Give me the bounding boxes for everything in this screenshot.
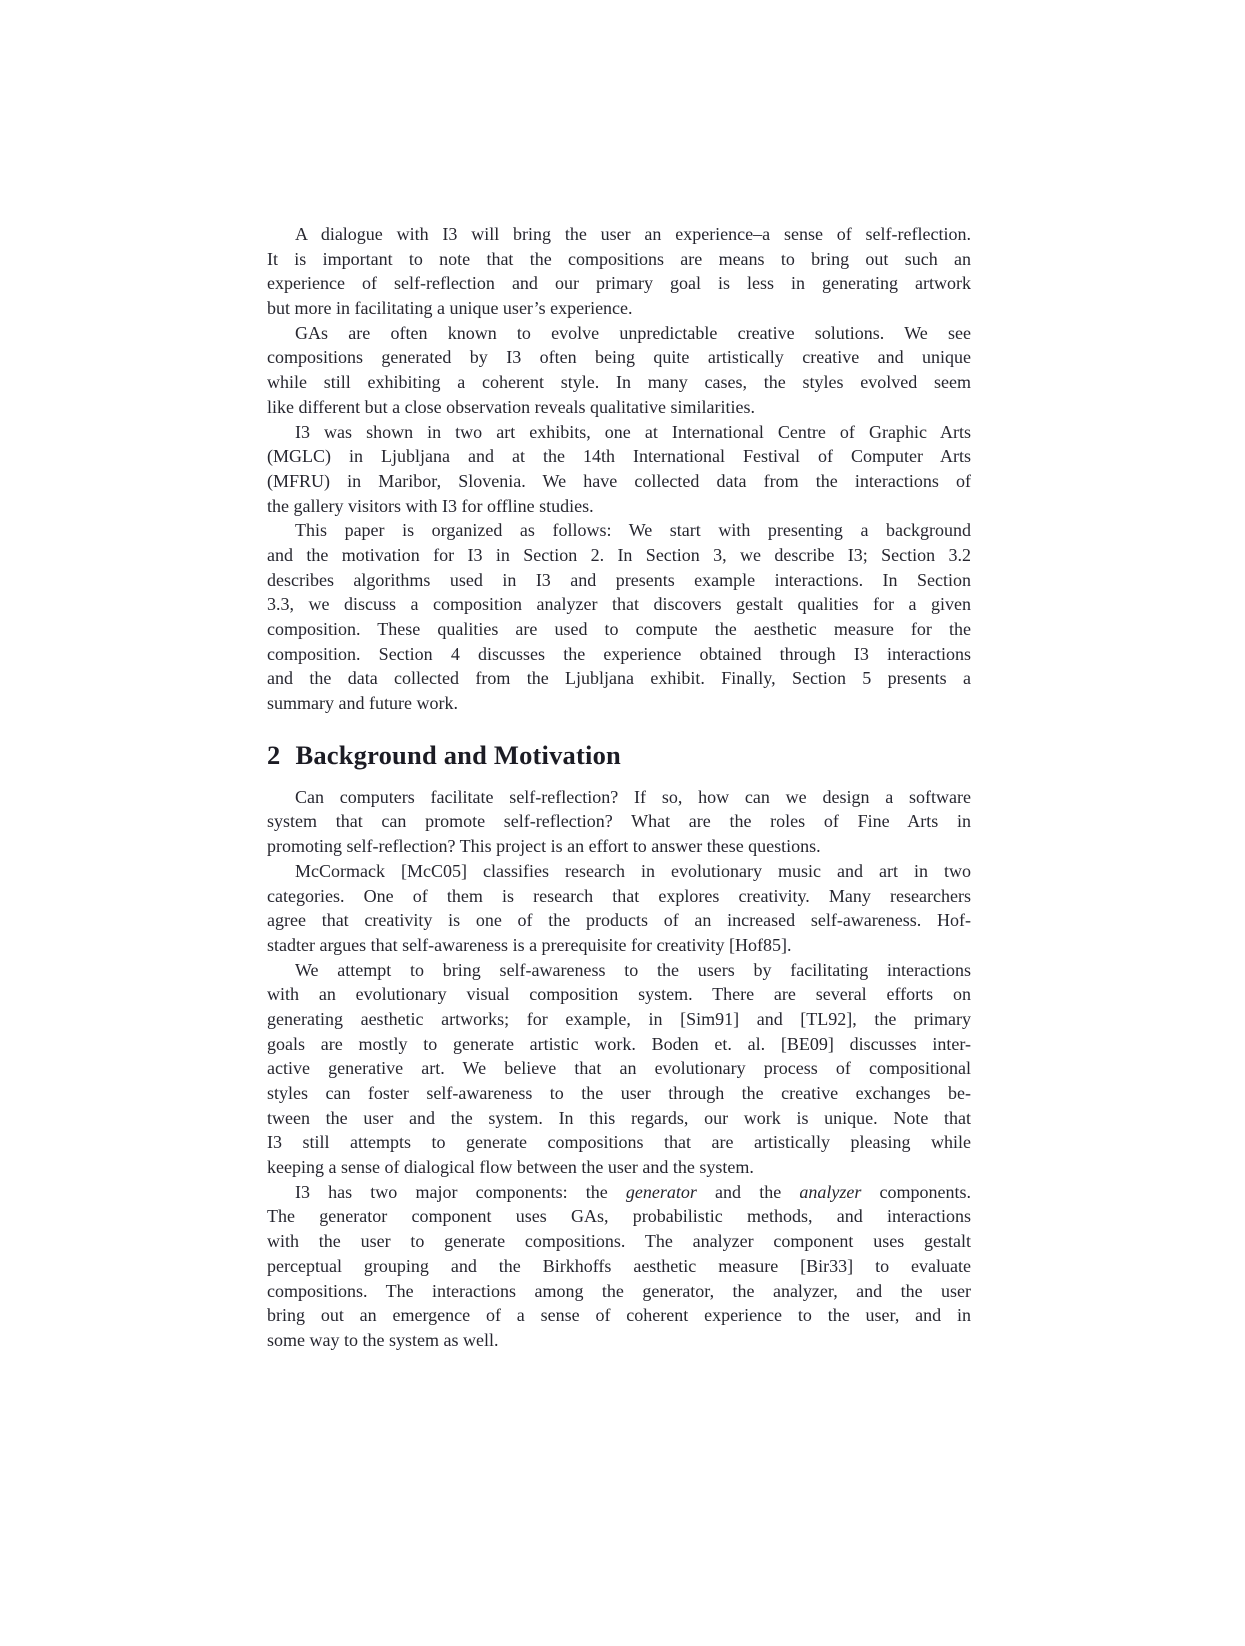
text-line: the gallery visitors with I3 for offline studies. [267,495,594,516]
text-line: like different but a close observation reveals qualitative similarities. [267,396,756,417]
text-column [267,222,971,1353]
text-line: tween the user and the system. In this regards, our work is unique. Note that [267,1107,971,1128]
text-line: goals are mostly to generate artistic work. Boden et. al. [BE09] discusses inter- [267,1033,971,1054]
text-line: keeping a sense of dialogical flow between the user and the system. [267,1157,754,1178]
text-line: perceptual grouping and the Birkhoffs aesthetic measure [Bir33] to evaluate [267,1255,971,1276]
text-line: bring out an emergence of a sense of coherent experience to the user, and in [267,1305,971,1326]
text-line: but more in facilitating a unique user’s experience. [267,298,633,319]
section-title: Background and Motivation [295,739,621,770]
text-line: composition. Section 4 discusses the experience obtained through I3 interactions [267,643,971,664]
text-line: I3 has two major components: the generator and the analyzer components. [295,1181,971,1202]
paragraph [267,321,971,420]
paragraph [267,518,971,716]
text-line: and the motivation for I3 in Section 2. In Section 3, we describe I3; Section 3.2 [267,544,971,565]
text-line: composition. These qualities are used to compute the aesthetic measure for the [267,619,971,639]
text-line: summary and future work. [267,693,458,714]
paragraph [267,420,971,519]
text-line: I3 still attempts to generate compositions that are artistically pleasing while [267,1132,971,1153]
section-paragraphs [267,785,971,1353]
paragraph [267,859,971,958]
text-line: generating aesthetic artworks; for example, in [Sim91] and [TL92], the primary [267,1008,971,1029]
text-line: I3 was shown in two art exhibits, one at International Centre of Graphic Arts [295,421,971,442]
text-line: This paper is organized as follows: We start with presenting a background [295,520,971,541]
text-line: It is important to note that the compositions are means to bring out such an [267,248,971,269]
text-line: compositions generated by I3 often being quite artistically creative and unique [267,347,971,368]
paragraph [267,1180,971,1353]
paragraph [267,958,971,1180]
text-line: describes algorithms used in I3 and presents example interactions. In Section [267,569,971,590]
section-number: 2 [267,739,281,770]
text-line: some way to the system as well. [267,1329,499,1350]
text-line: GAs are often known to evolve unpredictable creative solutions. We see [295,322,971,343]
text-line: with an evolutionary visual composition system. There are several efforts on [267,984,971,1005]
text-line: styles can foster self-awareness to the user through the creative exchanges be- [267,1083,971,1103]
text-line: categories. One of them is research that explores creativity. Many researchers [267,885,971,906]
text-line: compositions. The interactions among the generator, the analyzer, and the user [267,1280,971,1301]
text-line: active generative art. We believe that an evolutionary process of compositional [267,1058,971,1079]
text-line: system that can promote self-reflection? What are the roles of Fine Arts in [267,811,971,832]
intro-paragraphs [267,222,971,716]
text-line: McCormack [McC05] classifies research in evolutionary music and art in two [295,860,971,881]
text-line: and the data collected from the Ljubljana exhibit. Finally, Section 5 presents a [267,668,971,689]
text-line: promoting self-reflection? This project is an effort to answer these questions. [267,836,821,857]
text-line: We attempt to bring self-awareness to the users by facilitating interactions [295,959,971,980]
section-heading [267,740,971,771]
paragraph [267,222,971,321]
text-line: stadter argues that self-awareness is a prerequisite for creativity [Hof85]. [267,934,792,955]
text-line: while still exhibiting a coherent style. In many cases, the styles evolved seem [267,372,971,393]
text-line: agree that creativity is one of the products of an increased self-awareness. Hof- [267,910,971,931]
text-line: A dialogue with I3 will bring the user an experience–a sense of self-reflection. [295,224,971,244]
text-line: Can computers facilitate self-reflection? If so, how can we design a software [295,786,971,807]
paragraph [267,785,971,859]
text-line: (MGLC) in Ljubljana and at the 14th International Festival of Computer Arts [267,446,971,467]
text-line: experience of self-reflection and our primary goal is less in generating artwork [267,273,971,294]
text-line: 3.3, we discuss a composition analyzer that discovers gestalt qualities for a given [267,594,971,615]
text-line: The generator component uses GAs, probabilistic methods, and interactions [267,1206,971,1227]
text-line: with the user to generate compositions. The analyzer component uses gestalt [267,1231,971,1252]
text-line: (MFRU) in Maribor, Slovenia. We have collected data from the interactions of [267,470,971,491]
